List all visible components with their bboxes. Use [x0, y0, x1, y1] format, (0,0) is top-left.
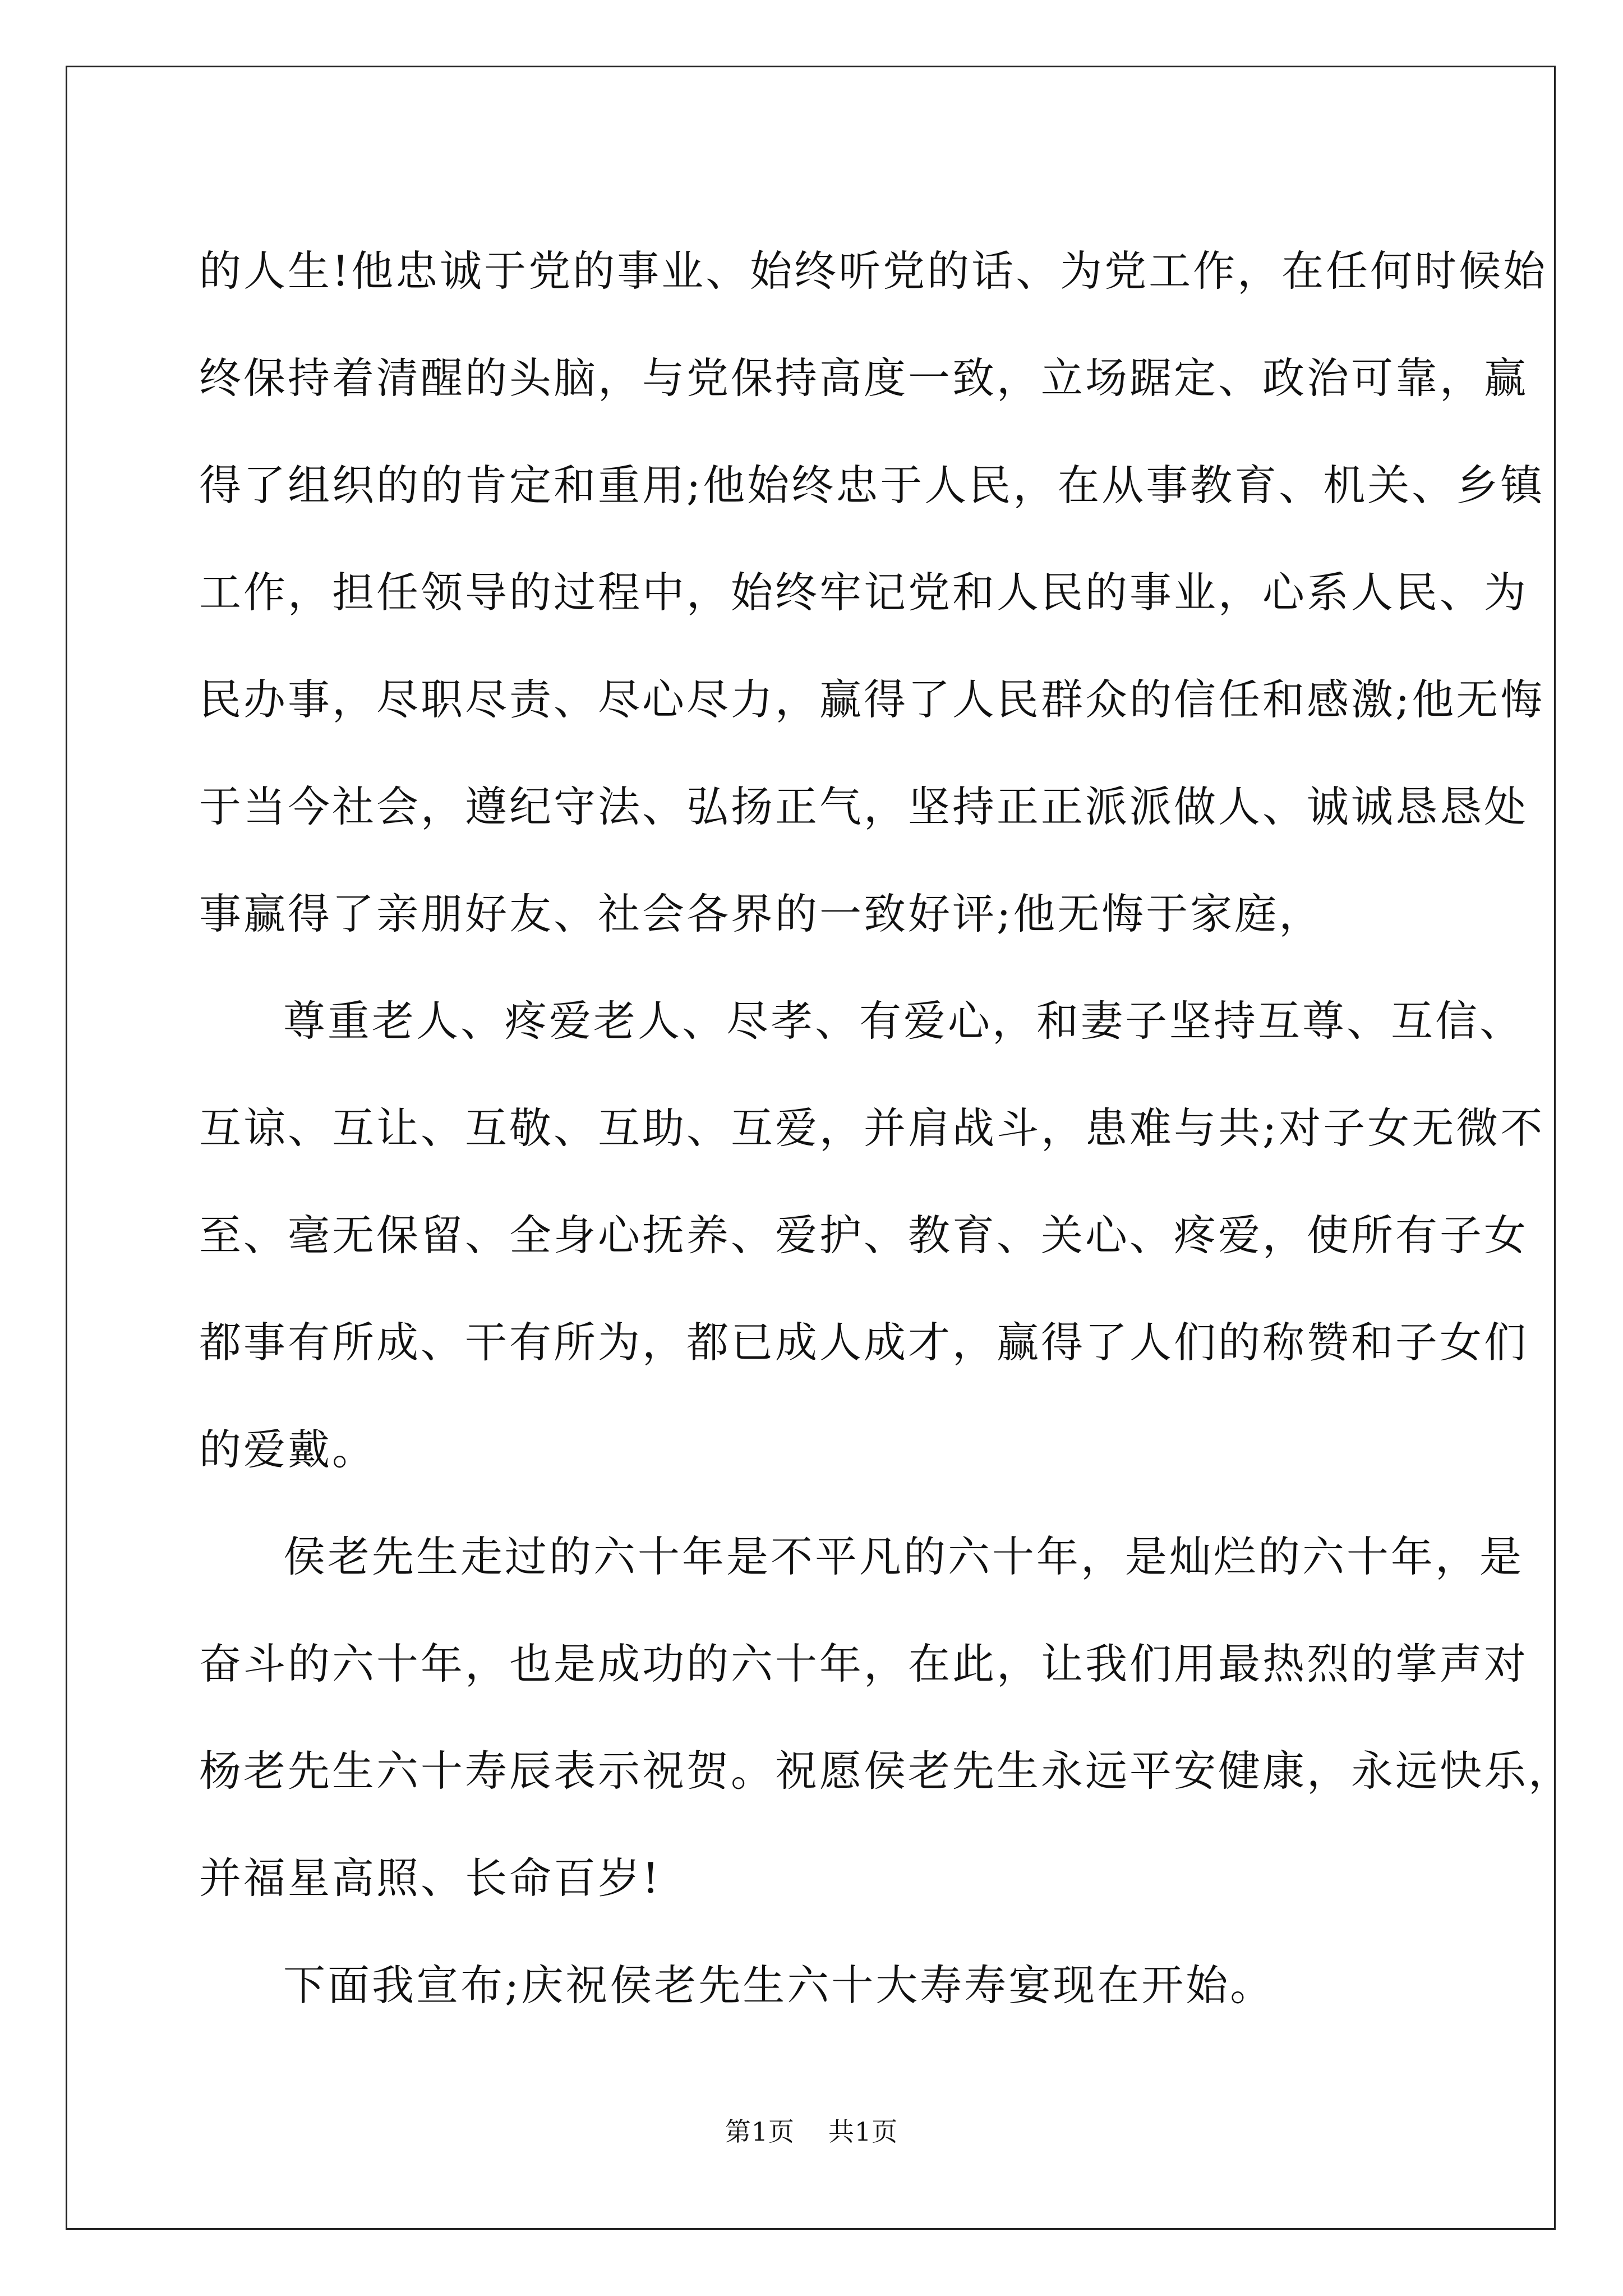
- text-line: 的人生!他忠诚于党的事业、始终听党的话、为党工作，在任何时候始: [199, 246, 1548, 296]
- text-line: 民办事，尽职尽责、尽心尽力，赢得了人民群众的信任和感激;他无悔: [199, 675, 1545, 724]
- text-line: 下面我宣布;庆祝侯老先生六十大寿寿宴现在开始。: [283, 1961, 1275, 2010]
- page-total: 共1页: [828, 2116, 898, 2147]
- page-footer: [0, 2115, 1623, 2148]
- paragraph-1: [199, 218, 1548, 968]
- text-line: 奋斗的六十年，也是成功的六十年，在此，让我们用最热烈的掌声对: [199, 1639, 1529, 1688]
- page-number: 第1页: [725, 2116, 795, 2147]
- text-line: 得了组织的的肯定和重用;他始终忠于人民，在从事教育、机关、乡镇: [199, 461, 1545, 510]
- text-line: 至、毫无保留、全身心抚养、爱护、教育、关心、疼爱，使所有子女: [199, 1211, 1529, 1260]
- text-line: 于当今社会，遵纪守法、弘扬正气，坚持正正派派做人、诚诚恳恳处: [199, 782, 1529, 831]
- paragraph-3: [199, 1503, 1573, 1932]
- text-line: 互谅、互让、互敬、互助、互爱，并肩战斗，患难与共;对子女无微不: [199, 1103, 1545, 1153]
- paragraph-2: [199, 968, 1545, 1503]
- text-line: 杨老先生六十寿辰表示祝贺。祝愿侯老先生永远平安健康，永远快乐，: [199, 1746, 1573, 1796]
- text-line: 都事有所成、干有所为，都已成人成才，赢得了人们的称赞和子女们: [199, 1318, 1529, 1367]
- text-line: 并福星高照、长命百岁!: [199, 1853, 662, 1903]
- text-line: 尊重老人、疼爱老人、尽孝、有爱心，和妻子坚持互尊、互信、: [283, 996, 1524, 1046]
- document-body: [199, 218, 1573, 2039]
- text-line: 终保持着清醒的头脑，与党保持高度一致，立场踞定、政治可靠，赢: [199, 353, 1529, 403]
- paragraph-4: [199, 1932, 1433, 2039]
- text-line: 的爱戴。: [199, 1425, 377, 1474]
- text-line: 工作，担任领导的过程中，始终牢记党和人民的事业，心系人民、为: [199, 568, 1529, 617]
- text-line: 事赢得了亲朋好友、社会各界的一致好评;他无悔于家庭，: [199, 889, 1324, 938]
- text-line: 侯老先生走过的六十年是不平凡的六十年，是灿烂的六十年，是: [283, 1532, 1524, 1581]
